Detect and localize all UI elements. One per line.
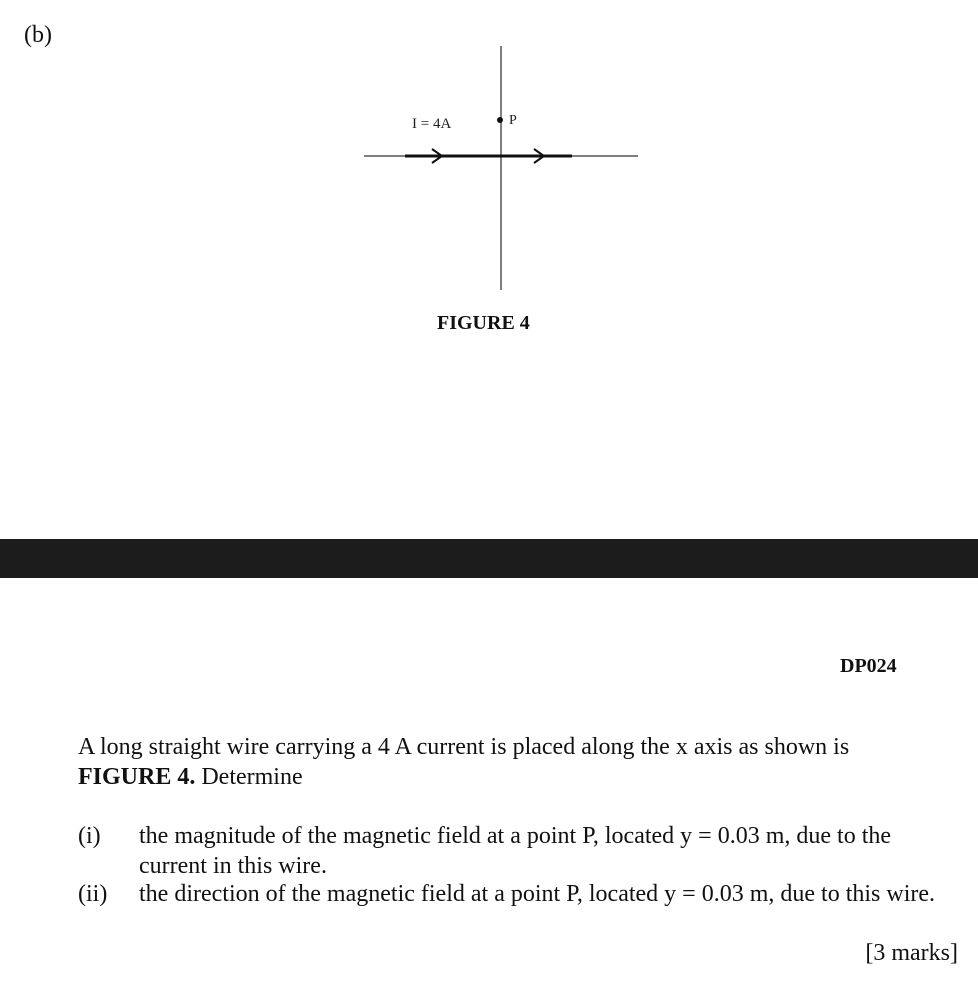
figure-caption: FIGURE 4 xyxy=(437,312,530,334)
item-text: the magnitude of the magnetic field at a point P, located y = 0.03 m, due to the current in this wire. xyxy=(139,823,892,879)
question-figure-ref: FIGURE 4. xyxy=(78,764,196,790)
question-item-i xyxy=(78,821,958,881)
part-label: (b) xyxy=(24,22,52,48)
point-p-dot xyxy=(497,117,503,123)
page-divider-bar xyxy=(0,539,978,578)
item-number: (i) xyxy=(78,823,101,849)
item-text: the direction of the magnetic field at a point P, located y = 0.03 m, due to this wire. xyxy=(139,881,936,907)
question-intro xyxy=(78,732,918,792)
page-code: DP024 xyxy=(840,655,897,677)
figure-4-diagram xyxy=(350,40,650,295)
question-item-ii xyxy=(78,879,958,939)
current-label: I = 4A xyxy=(412,116,452,132)
question-intro-end: Determine xyxy=(195,764,303,790)
point-p-label: P xyxy=(509,113,517,128)
item-number: (ii) xyxy=(78,881,108,907)
marks-label: [3 marks] xyxy=(865,940,958,966)
question-intro-text: A long straight wire carrying a 4 A current is placed along the x axis as shown is xyxy=(78,734,850,760)
